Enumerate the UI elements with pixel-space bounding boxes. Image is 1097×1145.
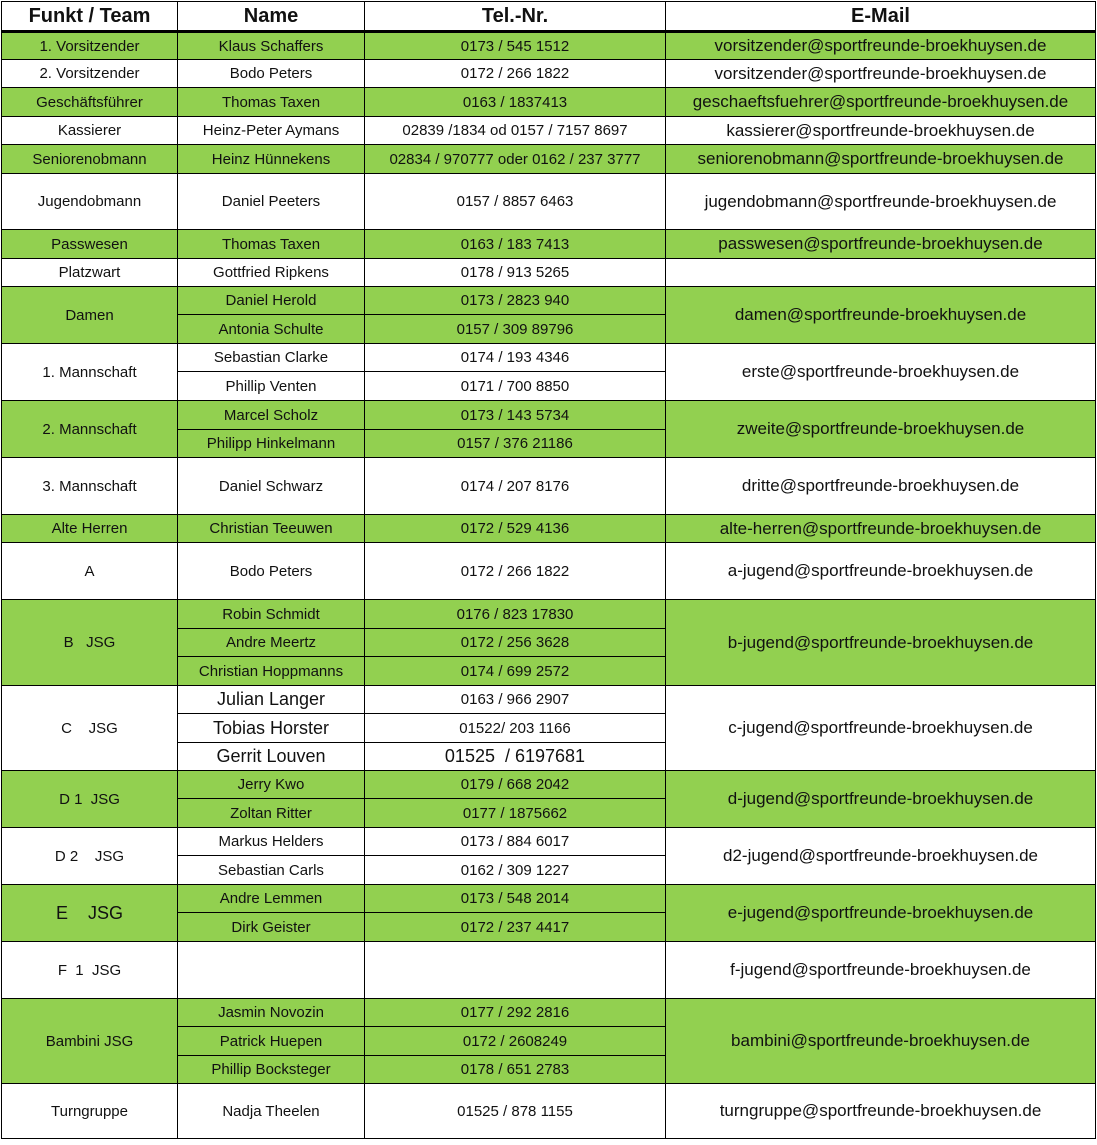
email-link[interactable]: e-jugend@sportfreunde-broekhuysen.de [666,885,1096,942]
tel-cell: 0173 / 2823 940 [365,287,666,315]
funktion-cell: Kassierer [2,117,178,145]
table-row [2,543,1096,600]
team-cell-dritte: 3. Mannschaft [2,458,178,515]
table-row [2,32,1096,60]
team-cell-e: E JSG [2,885,178,942]
tel-cell: 0162 / 309 1227 [365,856,666,885]
team-cell-erste: 1. Mannschaft [2,344,178,401]
tel-cell: 0176 / 823 17830 [365,600,666,629]
table-row [2,771,1096,799]
team-cell-d2: D 2 JSG [2,828,178,885]
name-cell: Sebastian Carls [178,856,365,885]
table-row [2,1084,1096,1139]
name-cell: Heinz-Peter Aymans [178,117,365,145]
email-link[interactable]: passwesen@sportfreunde-broekhuysen.de [666,230,1096,259]
name-cell: Daniel Herold [178,287,365,315]
tel-cell: 0157 / 309 89796 [365,315,666,344]
name-cell: Heinz Hünnekens [178,145,365,174]
name-cell: Andre Lemmen [178,885,365,913]
email-link[interactable]: geschaeftsfuehrer@sportfreunde-broekhuysen.de [666,88,1096,117]
email-link[interactable]: d2-jugend@sportfreunde-broekhuysen.de [666,828,1096,885]
table-row [2,60,1096,88]
team-cell-d1: D 1 JSG [2,771,178,828]
team-cell-b: B JSG [2,600,178,686]
name-cell: Thomas Taxen [178,88,365,117]
name-cell: Jerry Kwo [178,771,365,799]
table-row [2,287,1096,315]
tel-cell: 0178 / 913 5265 [365,259,666,287]
name-cell: Patrick Huepen [178,1027,365,1056]
table-row [2,344,1096,372]
table-row [2,174,1096,230]
email-link[interactable]: jugendobmann@sportfreunde-broekhuysen.de [666,174,1096,230]
table-row [2,686,1096,714]
name-cell: Philipp Hinkelmann [178,430,365,458]
email-link[interactable]: turngruppe@sportfreunde-broekhuysen.de [666,1084,1096,1139]
table-row [2,515,1096,543]
table-row [2,88,1096,117]
name-cell: Tobias Horster [178,714,365,743]
name-cell: Bodo Peters [178,60,365,88]
name-cell: Marcel Scholz [178,401,365,430]
tel-cell: 0157 / 8857 6463 [365,174,666,230]
email-link[interactable]: kassierer@sportfreunde-broekhuysen.de [666,117,1096,145]
tel-cell: 0163 / 966 2907 [365,686,666,714]
name-cell: Bodo Peters [178,543,365,600]
email-link[interactable]: d-jugend@sportfreunde-broekhuysen.de [666,771,1096,828]
team-cell-f1: F 1 JSG [2,942,178,999]
funktion-cell: 1. Vorsitzender [2,32,178,60]
funktion-cell: Geschäftsführer [2,88,178,117]
name-cell: Sebastian Clarke [178,344,365,372]
tel-cell: 0173 / 143 5734 [365,401,666,430]
tel-cell: 0172 / 529 4136 [365,515,666,543]
table-row [2,942,1096,999]
tel-cell: 0163 / 1837413 [365,88,666,117]
table-row [2,259,1096,287]
contact-table [1,1,1096,1139]
email-link[interactable]: dritte@sportfreunde-broekhuysen.de [666,458,1096,515]
email-link[interactable]: bambini@sportfreunde-broekhuysen.de [666,999,1096,1084]
name-cell: Gerrit Louven [178,743,365,771]
name-cell [178,942,365,999]
team-cell-damen: Damen [2,287,178,344]
table-row [2,145,1096,174]
table-row [2,458,1096,515]
tel-cell: 0177 / 1875662 [365,799,666,828]
funktion-cell: 2. Vorsitzender [2,60,178,88]
table-row [2,999,1096,1027]
tel-cell: 0177 / 292 2816 [365,999,666,1027]
tel-cell: 0163 / 183 7413 [365,230,666,259]
name-cell: Jasmin Novozin [178,999,365,1027]
name-cell: Andre Meertz [178,629,365,657]
header-funktion: Funkt / Team [2,2,178,32]
header-row [2,2,1096,32]
email-link[interactable]: a-jugend@sportfreunde-broekhuysen.de [666,543,1096,600]
tel-cell: 0172 / 266 1822 [365,543,666,600]
tel-cell: 01525 / 6197681 [365,743,666,771]
email-link[interactable]: erste@sportfreunde-broekhuysen.de [666,344,1096,401]
team-cell-alteherren: Alte Herren [2,515,178,543]
tel-cell: 0174 / 207 8176 [365,458,666,515]
header-email: E-Mail [666,2,1096,32]
funktion-cell: Platzwart [2,259,178,287]
funktion-cell: Passwesen [2,230,178,259]
team-cell-a: A [2,543,178,600]
email-link[interactable]: seniorenobmann@sportfreunde-broekhuysen.de [666,145,1096,174]
email-link[interactable]: zweite@sportfreunde-broekhuysen.de [666,401,1096,458]
tel-cell: 0157 / 376 21186 [365,430,666,458]
name-cell: Daniel Peeters [178,174,365,230]
name-cell: Phillip Bocksteger [178,1056,365,1084]
table-row [2,230,1096,259]
name-cell: Zoltan Ritter [178,799,365,828]
tel-cell: 02834 / 970777 oder 0162 / 237 3777 [365,145,666,174]
tel-cell: 0179 / 668 2042 [365,771,666,799]
tel-cell: 0173 / 545 1512 [365,32,666,60]
funktion-cell: Seniorenobmann [2,145,178,174]
name-cell: Daniel Schwarz [178,458,365,515]
email-link[interactable]: c-jugend@sportfreunde-broekhuysen.de [666,686,1096,771]
email-link[interactable]: f-jugend@sportfreunde-broekhuysen.de [666,942,1096,999]
table-row [2,600,1096,629]
tel-cell: 0174 / 193 4346 [365,344,666,372]
name-cell: Dirk Geister [178,913,365,942]
tel-cell: 01525 / 878 1155 [365,1084,666,1139]
name-cell: Thomas Taxen [178,230,365,259]
team-cell-c: C JSG [2,686,178,771]
table-row [2,117,1096,145]
tel-cell: 0171 / 700 8850 [365,372,666,401]
email-link[interactable]: vorsitzender@sportfreunde-broekhuysen.de [666,32,1096,60]
tel-cell: 01522/ 203 1166 [365,714,666,743]
name-cell: Phillip Venten [178,372,365,401]
tel-cell: 0174 / 699 2572 [365,657,666,686]
email-link[interactable]: b-jugend@sportfreunde-broekhuysen.de [666,600,1096,686]
name-cell: Gottfried Ripkens [178,259,365,287]
tel-cell: 0173 / 548 2014 [365,885,666,913]
tel-cell: 0172 / 2608249 [365,1027,666,1056]
tel-cell: 0172 / 256 3628 [365,629,666,657]
name-cell: Christian Teeuwen [178,515,365,543]
team-cell-zweite: 2. Mannschaft [2,401,178,458]
header-name: Name [178,2,365,32]
email-link[interactable] [666,259,1096,287]
name-cell: Markus Helders [178,828,365,856]
tel-cell: 0172 / 237 4417 [365,913,666,942]
tel-cell: 02839 /1834 od 0157 / 7157 8697 [365,117,666,145]
name-cell: Christian Hoppmanns [178,657,365,686]
tel-cell: 0178 / 651 2783 [365,1056,666,1084]
table-row [2,828,1096,856]
tel-cell: 0173 / 884 6017 [365,828,666,856]
name-cell: Nadja Theelen [178,1084,365,1139]
table-row [2,885,1096,913]
name-cell: Antonia Schulte [178,315,365,344]
tel-cell [365,942,666,999]
name-cell: Robin Schmidt [178,600,365,629]
email-link[interactable]: alte-herren@sportfreunde-broekhuysen.de [666,515,1096,543]
funktion-cell: Jugendobmann [2,174,178,230]
name-cell: Klaus Schaffers [178,32,365,60]
email-link[interactable]: damen@sportfreunde-broekhuysen.de [666,287,1096,344]
team-cell-turn: Turngruppe [2,1084,178,1139]
email-link[interactable]: vorsitzender@sportfreunde-broekhuysen.de [666,60,1096,88]
name-cell: Julian Langer [178,686,365,714]
header-tel: Tel.-Nr. [365,2,666,32]
table-row [2,401,1096,430]
tel-cell: 0172 / 266 1822 [365,60,666,88]
team-cell-bambini: Bambini JSG [2,999,178,1084]
